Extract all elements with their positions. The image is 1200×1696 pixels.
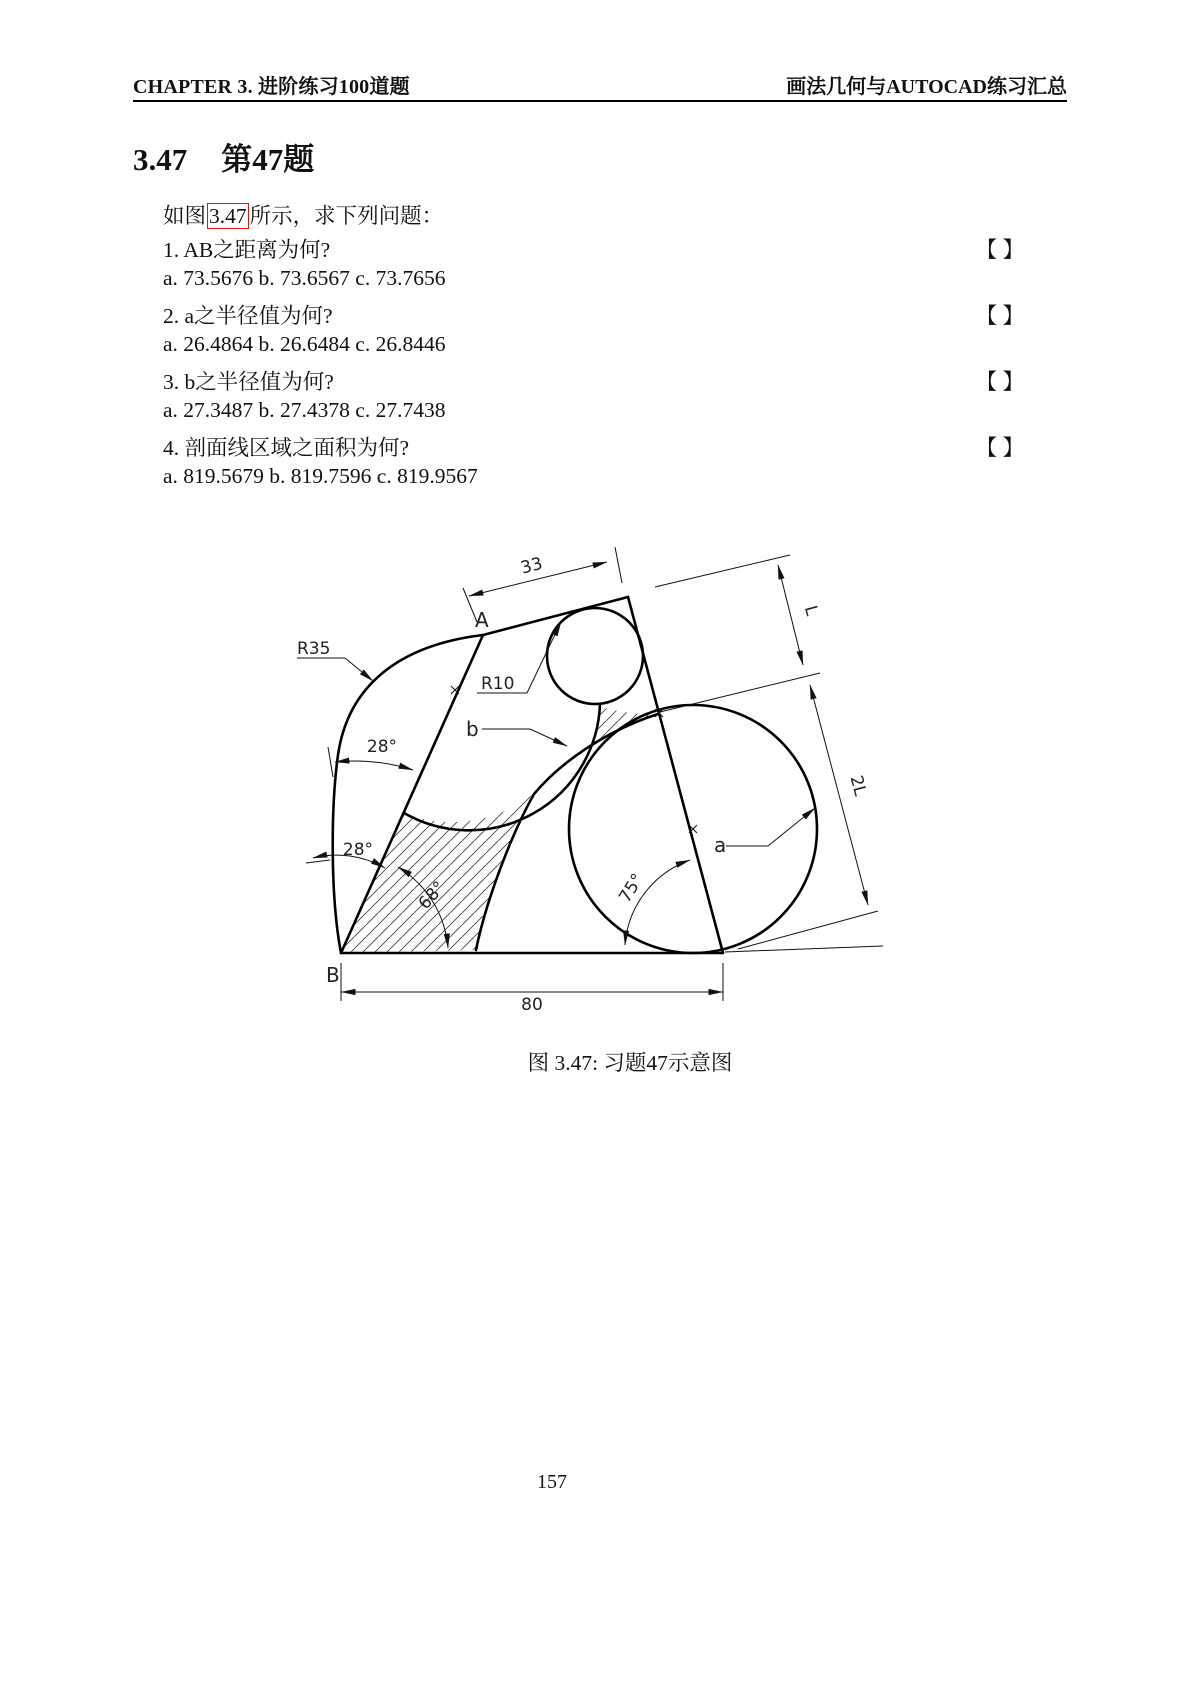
options-1: a. 73.5676 b. 73.6567 c. 73.7656 <box>163 266 446 290</box>
options-2: a. 26.4864 b. 26.6484 c. 26.8446 <box>163 332 446 356</box>
answer-bracket-1: 【 】 <box>975 238 1024 262</box>
radius-R10-label: R10 <box>481 674 515 694</box>
radius-R35-label: R35 <box>297 639 331 659</box>
hatched-region-main <box>341 795 532 953</box>
section-heading <box>133 134 314 179</box>
angle-28-upper-label: 28° <box>366 737 398 757</box>
options-3: a. 27.3487 b. 27.4378 c. 27.7438 <box>163 398 446 422</box>
section-title: 第47题 <box>221 142 315 177</box>
cad-drawing <box>270 505 890 1020</box>
question-3: 3. b之半径值为何? <box>163 370 334 394</box>
figure-caption: 图 3.47: 习题47示意图 <box>527 1051 733 1075</box>
answer-bracket-4: 【 】 <box>975 436 1024 460</box>
arc-a-label: a <box>714 833 727 857</box>
figure-3-47 <box>270 505 890 1020</box>
header-rule <box>133 100 1067 102</box>
angle-68-label: 68° <box>414 877 450 914</box>
dim-L-label: L <box>799 603 822 618</box>
dim-33-label: 33 <box>518 553 545 579</box>
figure-ref-link[interactable]: 3.47 <box>209 204 247 228</box>
answer-bracket-2: 【 】 <box>975 304 1024 328</box>
dim-80-label: 80 <box>521 995 543 1015</box>
intro-suffix: 所示，求下列问题： <box>249 204 444 228</box>
question-2: 2. a之半径值为何? <box>163 304 333 328</box>
arc-b-label: b <box>466 717 479 741</box>
answer-bracket-3: 【 】 <box>975 370 1024 394</box>
header-chapter: CHAPTER 3. 进阶练习100道题 <box>133 76 410 98</box>
vertex-B-label: B <box>326 963 340 987</box>
circle-R10 <box>547 608 643 704</box>
header-book-title: 画法几何与AUTOCAD练习汇总 <box>786 76 1067 98</box>
angle-75-label: 75° <box>615 870 649 907</box>
question-4: 4. 剖面线区域之面积为何? <box>163 436 410 460</box>
angle-28-lower-label: 28° <box>342 840 374 860</box>
dim-2L-label: 2L <box>845 773 871 799</box>
question-1: 1. AB之距离为何? <box>163 238 331 262</box>
x-marks <box>451 686 697 833</box>
intro-prefix: 如图 <box>163 204 207 228</box>
section-number: 3.47 <box>133 142 188 177</box>
intro-line <box>163 199 443 230</box>
options-4: a. 819.5679 b. 819.7596 c. 819.9567 <box>163 464 478 488</box>
page-number: 157 <box>537 1471 567 1493</box>
vertex-A-label: A <box>475 608 489 632</box>
